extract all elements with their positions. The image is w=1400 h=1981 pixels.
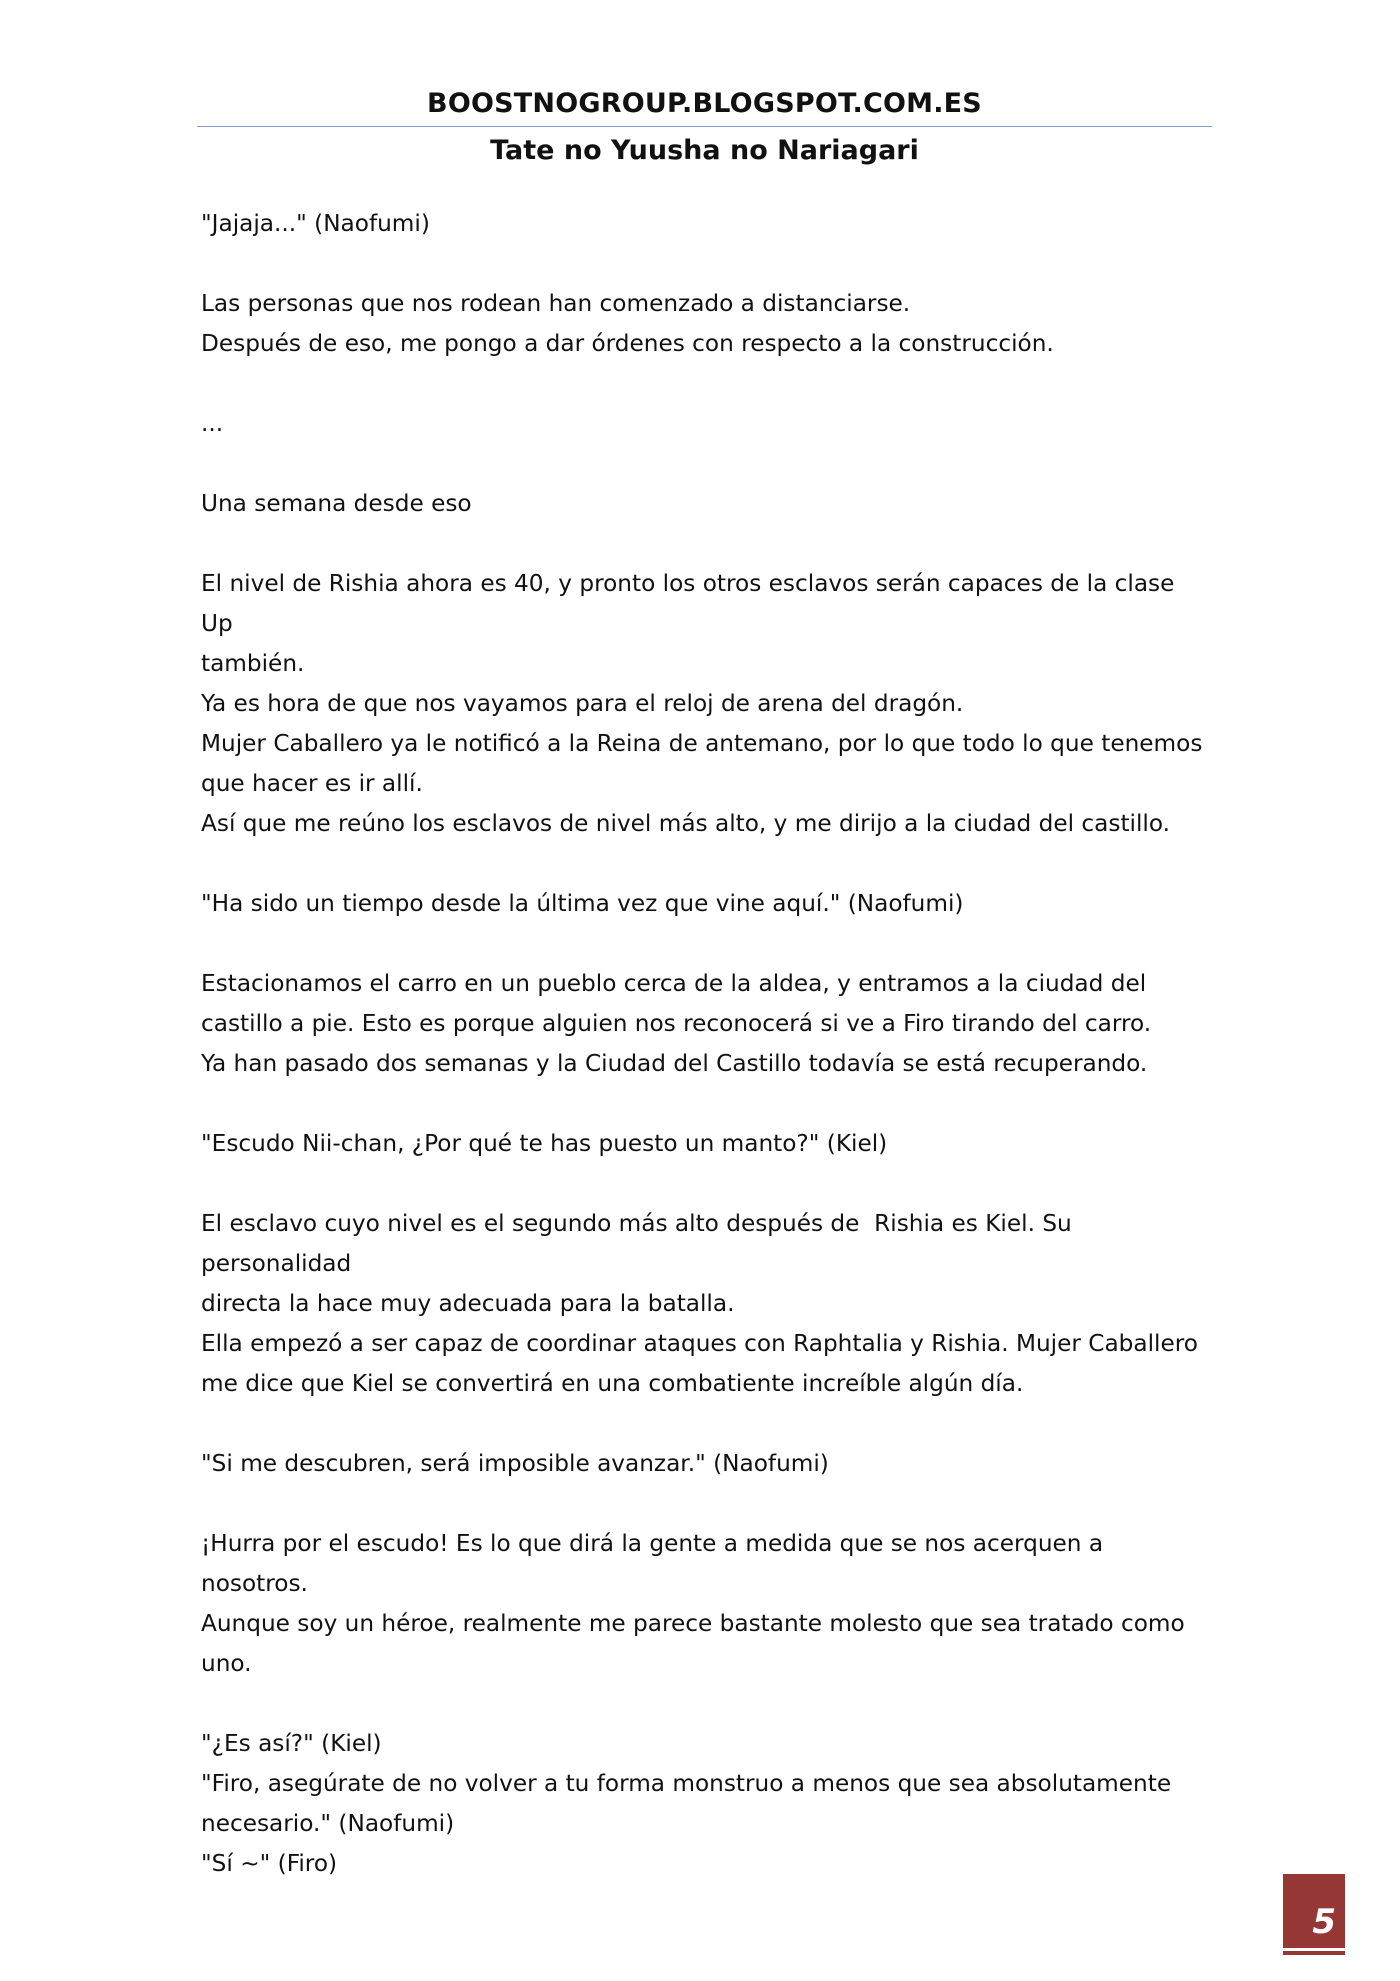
text-line: "Si me descubren, será imposible avanzar." (Naofumi) [201,1450,829,1477]
paragraph [201,284,1211,364]
text-line: Una semana desde eso [201,490,472,517]
text-line: que hacer es ir allí. [201,770,423,797]
paragraph [201,404,1211,444]
text-line: "Ha sido un tiempo desde la última vez que vine aquí." (Naofumi) [201,890,964,917]
page-number-underline [1283,1951,1345,1955]
text-line: uno. [201,1650,252,1677]
text-line: Ya han pasado dos semanas y la Ciudad del Castillo todavía se está recuperando. [201,1050,1148,1077]
page-number-badge [1283,1874,1345,1948]
text-line: "¿Es así?" (Kiel) [201,1730,382,1757]
page-header [197,86,1212,169]
paragraph [201,204,1211,244]
paragraph [201,884,1211,924]
text-line: necesario." (Naofumi) [201,1810,455,1837]
text-line: Después de eso, me pongo a dar órdenes con respecto a la construcción. [201,330,1054,357]
text-line: Así que me reúno los esclavos de nivel más alto, y me dirijo a la ciudad del castillo. [201,810,1171,837]
paragraph [201,1724,1211,1884]
book-title: Tate no Yuusha no Nariagari [490,135,919,166]
paragraph [201,484,1211,524]
text-line: ¡Hurra por el escudo! Es lo que dirá la gente a medida que se nos acerquen a nosotros. [201,1530,1111,1597]
page-number: 5 [1312,1902,1336,1942]
page-body [201,204,1211,1924]
text-line: Aunque soy un héroe, realmente me parece bastante molesto que sea tratado como [201,1610,1185,1637]
text-line: también. [201,650,305,677]
text-line: me dice que Kiel se convertirá en una combatiente increíble algún día. [201,1370,1024,1397]
text-line: El nivel de Rishia ahora es 40, y pronto los otros esclavos serán capaces de la clase Up [201,570,1182,637]
paragraph [201,1124,1211,1164]
text-line: Las personas que nos rodean han comenzado a distanciarse. [201,290,911,317]
text-line: "Escudo Nii-chan, ¿Por qué te has puesto un manto?" (Kiel) [201,1130,888,1157]
text-line: El esclavo cuyo nivel es el segundo más alto después de Rishia es Kiel. Su personalidad [201,1210,1080,1277]
text-line: Ella empezó a ser capaz de coordinar ataques con Raphtalia y Rishia. Mujer Caballero [201,1330,1198,1357]
text-line: ... [201,410,224,437]
text-line: castillo a pie. Esto es porque alguien nos reconocerá si ve a Firo tirando del carro. [201,1010,1152,1037]
text-line: Ya es hora de que nos vayamos para el reloj de arena del dragón. [201,690,964,717]
paragraph [201,964,1211,1084]
paragraph [201,564,1211,844]
text-line: "Jajaja..." (Naofumi) [201,210,430,237]
paragraph [201,1444,1211,1484]
paragraph [201,1204,1211,1404]
paragraph [201,1524,1211,1684]
site-title: BOOSTNOGROUP.BLOGSPOT.COM.ES [427,88,982,119]
header-divider [197,126,1212,127]
text-line: "Firo, asegúrate de no volver a tu forma monstruo a menos que sea absolutamente [201,1770,1172,1797]
text-line: Estacionamos el carro en un pueblo cerca de la aldea, y entramos a la ciudad del [201,970,1147,997]
text-line: "Sí ~" (Firo) [201,1850,338,1877]
text-line: Mujer Caballero ya le notificó a la Reina de antemano, por lo que todo lo que tenemos [201,730,1203,757]
text-line: directa la hace muy adecuada para la batalla. [201,1290,735,1317]
